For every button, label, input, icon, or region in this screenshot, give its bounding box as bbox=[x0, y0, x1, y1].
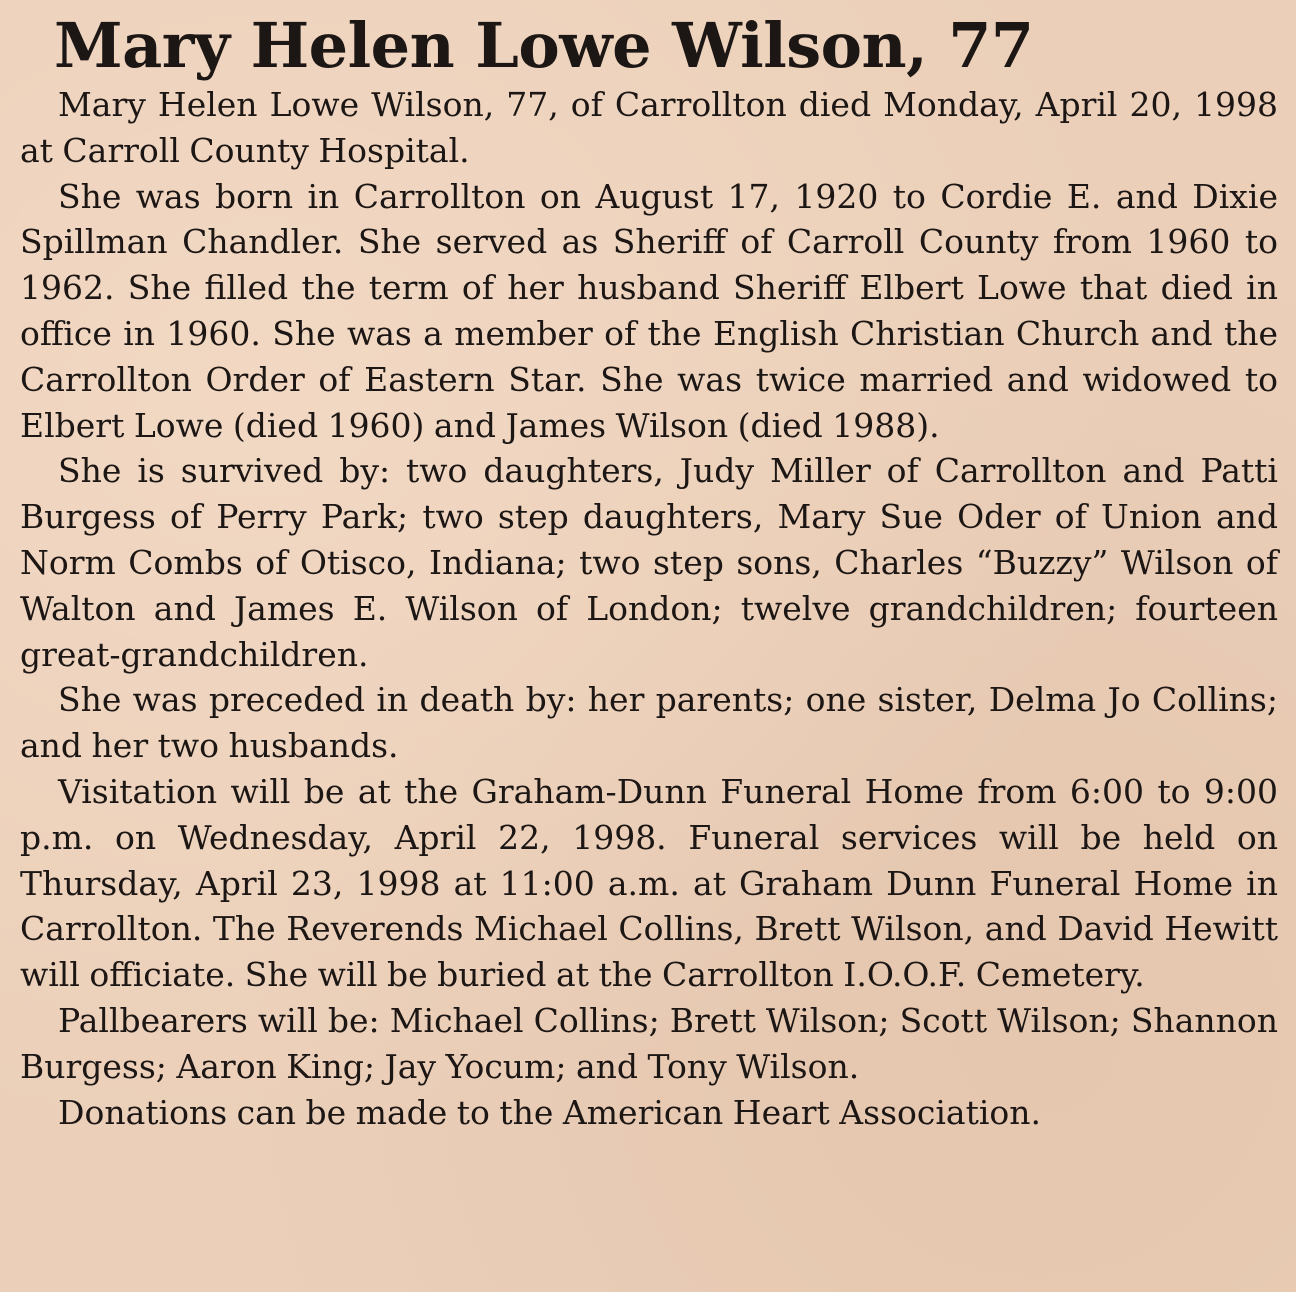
obituary-headline: Mary Helen Lowe Wilson, 77 bbox=[54, 9, 1034, 82]
paragraph-survivors: She is survived by: two daughters, Judy Miller of Carrollton and Patti Burgess of Perry Park; two step daughters, Mary Sue Oder of Union and Norm Combs of Otisco, Indiana; two step sons, Charles “Buzzy” Wilson of Walton and James E. Wilson of London; twelve grandchildren; fourteen great-grandchildren. bbox=[20, 451, 1278, 674]
paragraph-donations: Donations can be made to the American Heart Association. bbox=[58, 1092, 1042, 1132]
paragraph-death-notice: Mary Helen Lowe Wilson, 77, of Carrollton died Monday, April 20, 1998 at Carroll County Hospital. bbox=[20, 85, 1278, 170]
paragraph-pallbearers: Pallbearers will be: Michael Collins; Brett Wilson; Scott Wilson; Shannon Burgess; Aaron King; Jay Yocum; and Tony Wilson. bbox=[20, 1000, 1278, 1086]
paragraph-services: Visitation will be at the Graham-Dunn Funeral Home from 6:00 to 9:00 p.m. on Wednesday, April 22, 1998. Funeral services will be held on Thursday, April 23, 1998 at 11:00 a.m. at Graham Dunn Funeral Home in Carrollton. The Reverends Michael Collins, Brett Wilson, and David Hewitt will officiate. She will be buried at the Carrollton I.O.O.F. Cemetery. bbox=[20, 771, 1278, 995]
paragraph-biography: She was born in Carrollton on August 17, 1920 to Cordie E. and Dixie Spillman Chandler. She served as Sheriff of Carroll County from 1960 to 1962. She filled the term of her husband Sheriff Elbert Lowe that died in office in 1960. She was a member of the English Christian Church and the Carrollton Order of Eastern Star. She was twice married and widowed to Elbert Lowe (died 1960) and James Wilson (died 1988). bbox=[20, 176, 1278, 445]
paragraph-preceded-in-death: She was preceded in death by: her parents; one sister, Delma Jo Collins; and her two husbands. bbox=[20, 680, 1278, 766]
